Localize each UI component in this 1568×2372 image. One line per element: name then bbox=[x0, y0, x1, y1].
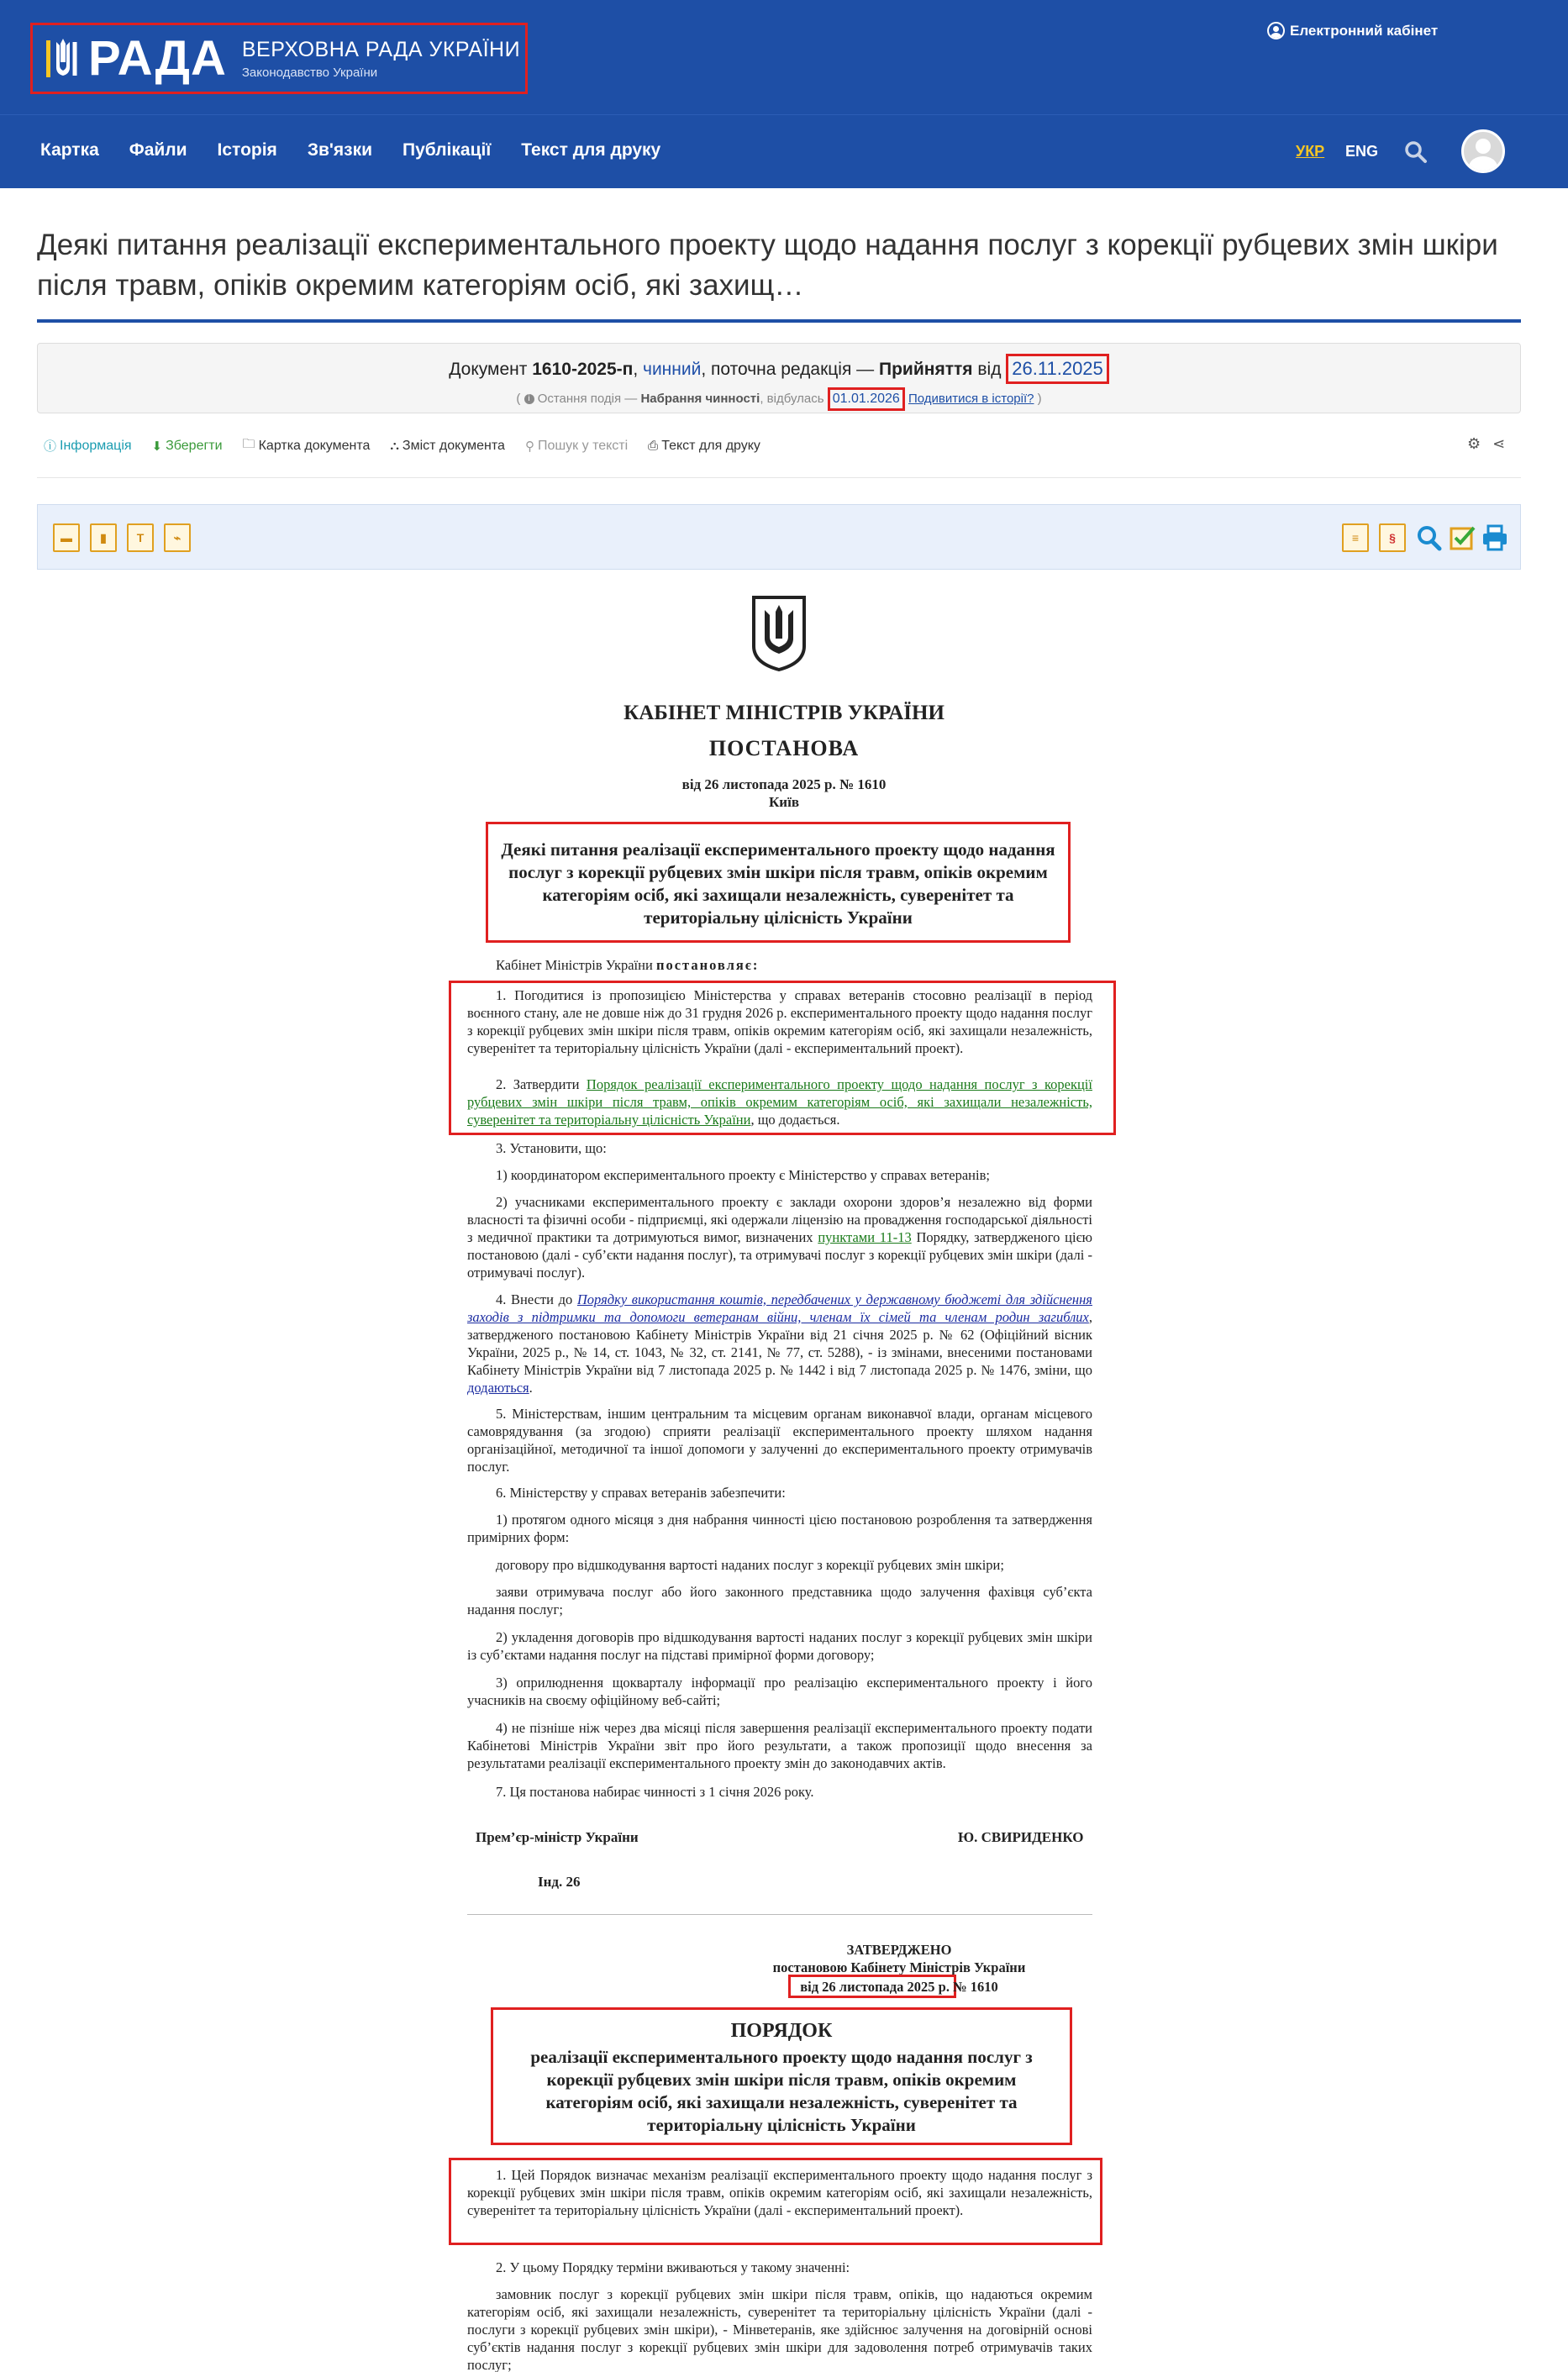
document-list-icon[interactable]: ≡ bbox=[1342, 523, 1369, 552]
signatory-name: Ю. СВИРИДЕНКО bbox=[958, 1829, 1084, 1845]
sitemap-icon: ⛬ bbox=[390, 439, 399, 453]
paragraph-6-1-text: 1) протягом одного місяця з дня набрання чинності цією постановою розроблення та затвердження примірних форм: bbox=[467, 1512, 1092, 1545]
paragraph-3-1-text: 1) координатором експериментального проекту є Міністерство у справах ветеранів; bbox=[496, 1167, 990, 1183]
paragraph-6 bbox=[467, 1484, 1092, 1502]
document-card-button[interactable] bbox=[243, 435, 371, 456]
search-document-icon[interactable] bbox=[1416, 523, 1443, 552]
approved-date: від 26 листопада 2025 р. № 1610 bbox=[800, 1979, 998, 1995]
paragraph-4-prefix: 4. Внести до bbox=[496, 1291, 577, 1307]
cabinet-name: КАБІНЕТ МІНІСТРІВ УКРАЇНИ bbox=[624, 702, 944, 724]
user-icon bbox=[1267, 22, 1285, 39]
coat-of-arms-icon bbox=[751, 595, 807, 672]
intro-resolves: постановляє: bbox=[655, 957, 760, 973]
contents-button[interactable] bbox=[390, 439, 505, 454]
search-icon[interactable] bbox=[1404, 140, 1428, 164]
paragraph-6-1a bbox=[467, 1556, 1092, 1574]
intro-paragraph bbox=[467, 956, 1092, 974]
section-divider bbox=[467, 1914, 1092, 1915]
paragraph-3-text: 3. Установити, що: bbox=[496, 1140, 607, 1156]
paragraph-6-1a-text: договору про відшкодування вартості наданих послуг з корекції рубцевих змін шкіри; bbox=[496, 1557, 1004, 1573]
paragraph-3-2 bbox=[467, 1193, 1092, 1281]
paragraph-3-2-prefix: 2) учасниками експериментального проекту є заклади охорони здоров’я незалежно від форми власності та фізичні особи - підприємці, які одержали ліцензію на провадження господарської діяльності з медичної практики та дотримуються вимог, визначених bbox=[467, 1194, 1092, 1245]
print-icon[interactable] bbox=[1481, 523, 1508, 552]
main-nav bbox=[0, 114, 1568, 188]
adoption-date[interactable]: 26.11.2025 bbox=[1006, 354, 1108, 384]
printer-icon: ⎙ bbox=[648, 439, 659, 453]
paragraph-3-1 bbox=[467, 1166, 1092, 1184]
document-status-panel bbox=[37, 343, 1521, 413]
page-title: Деякі питання реалізації експериментального проекту щодо надання послуг з корекції рубцевих змін шкіри після травм, опіків окремим категоріям осіб, які захищ… bbox=[37, 229, 1498, 302]
brand-title: ВЕРХОВНА РАДА УКРАЇНИ bbox=[241, 37, 521, 61]
folder-icon: 🗀 bbox=[242, 437, 255, 451]
info-tab-label: Інформація bbox=[60, 438, 132, 453]
paragraph-6-1b-text: заяви отримувача послуг або його законного представника щодо залучення фахівця суб’єкта надання послуг; bbox=[467, 1584, 1092, 1617]
paragraph-1-text: 1. Погодитися із пропозицією Міністерства у справах ветеранів стосовно реалізації в період воєнного стану, але не довше ніж до 31 грудня 2026 р. експериментального проекту щодо надання послуг з корекції рубцевих змін шкіри після травм, опіків окремим категоріям осіб, які захищали незалежність, суверенітет та територіальну цілісність України (далі - експериментальний проект). bbox=[467, 987, 1092, 1056]
paragraph-7-text: 7. Ця постанова набирає чинності з 1 січня 2026 року. bbox=[496, 1784, 814, 1800]
title-underline bbox=[37, 319, 1521, 323]
funds-order-link[interactable]: Порядку використання коштів, передбачених у державному бюджеті для здійснення заходів з підтримки та допомоги ветеранам війни, членам їх сімей та членам родин загиблих bbox=[467, 1291, 1092, 1325]
paragraph-6-2 bbox=[467, 1628, 1092, 1664]
decree-heading: ПОСТАНОВА bbox=[708, 736, 860, 760]
nav-items bbox=[40, 140, 691, 160]
contents-label: Зміст документа bbox=[402, 438, 505, 453]
items-link[interactable]: пунктами 11-13 bbox=[818, 1229, 912, 1245]
settings-icon[interactable]: ⚙ bbox=[1467, 435, 1481, 452]
document-stamp-icon[interactable]: ▬ bbox=[53, 523, 80, 552]
paragraph-6-4 bbox=[467, 1719, 1092, 1772]
lang-eng-link[interactable]: ENG bbox=[1345, 143, 1379, 160]
paragraph-5-text: 5. Міністерствам, іншим центральним та місцевим органам виконавчої влади, органам місцевого самоврядування (за згодою) сприяти реалізації експериментального проекту шляхом надання організаційної, методичної та іншої допомоги у залученні до експериментального проекту отримувачів послуг. bbox=[467, 1406, 1092, 1475]
nav-item-card[interactable]: Картка bbox=[40, 140, 99, 160]
nav-item-history[interactable]: Історія bbox=[217, 140, 277, 160]
info-circle-icon: ⓘ bbox=[44, 439, 57, 454]
order-paragraph-1-text: 1. Цей Порядок визначає механізм реалізації експериментального проекту щодо надання послуг з корекції рубцевих змін шкіри після травм, опіків окремим категоріям осіб, які захищали незалежність, суверенітет та територіальну цілісність України (далі - експериментальний проект). bbox=[467, 2167, 1092, 2218]
trident-logo-icon bbox=[45, 37, 82, 81]
status-line-main: Документ 1610-2025-п, чинний, поточна редакція — Прийняття від 26.11.2025 bbox=[38, 354, 1520, 384]
print-text-button[interactable] bbox=[648, 439, 760, 454]
event-date[interactable]: 01.01.2026 bbox=[828, 387, 905, 411]
order-paragraph-2-1-text: замовник послуг з корекції рубцевих змін шкіри після травм, опіків, що надаються окремим категоріям осіб, які захищали незалежність, суверенітет та територіальну цілісність України (далі - послуги з корекції рубцевих змін шкіри), - Мінветеранів, яке здійснює залучення на договірній основі суб’єктів надання послуг з корекції рубцевих змін шкіри для задоволення потреб отримувачів таких послуг; bbox=[467, 2286, 1092, 2372]
search-in-text-button[interactable] bbox=[525, 439, 628, 454]
brand-tagline: Законодавство України bbox=[241, 65, 378, 80]
decree-title: Деякі питання реалізації експериментального проекту щодо надання послуг з корекції рубцевих змін шкіри після травм, опіків окремим категоріям осіб, які захищали незалежність, суверенітет та територіальну цілісність України bbox=[501, 839, 1055, 928]
paragraph-6-2-text: 2) укладення договорів про відшкодування вартості наданих послуг з корекції рубцевих змін шкіри із суб’єктами надання послуг на підставі примірної форми договору; bbox=[467, 1629, 1092, 1663]
text-icon[interactable]: T bbox=[127, 523, 154, 552]
approved-label: ЗАТВЕРДЖЕНО bbox=[846, 1942, 952, 1958]
lang-ukr-link[interactable]: УКР bbox=[1296, 143, 1325, 160]
decree-date: від 26 листопада 2025 р. № 1610 bbox=[681, 776, 887, 792]
paragraph-3 bbox=[467, 1139, 1092, 1157]
site-logo[interactable] bbox=[30, 23, 528, 94]
order-paragraph-2-text: 2. У цьому Порядку терміни вживаються у такому значенні: bbox=[496, 2259, 850, 2275]
save-label: Зберегти bbox=[166, 438, 223, 453]
edition-text: , поточна редакція — bbox=[701, 360, 875, 379]
paragraph-6-3-text: 3) оприлюднення щокварталу інформації про реалізацію експериментального проекту і його учасників на своєму офіційному веб-сайті; bbox=[467, 1675, 1092, 1708]
paragraph-1 bbox=[467, 986, 1092, 1057]
paragraph-icon[interactable]: § bbox=[1379, 523, 1406, 552]
site-header bbox=[0, 0, 1568, 114]
info-icon: i bbox=[524, 394, 534, 404]
amendments-link[interactable]: додаються bbox=[467, 1380, 529, 1396]
document-toolbar bbox=[44, 435, 781, 456]
paragraph-5 bbox=[467, 1405, 1092, 1475]
paragraph-6-1 bbox=[467, 1511, 1092, 1546]
history-link[interactable]: Подивитися в історії? bbox=[908, 392, 1034, 406]
paragraph-4-end: . bbox=[529, 1380, 533, 1396]
doc-status-badge[interactable]: чинний bbox=[643, 360, 702, 379]
paragraph-6-1b bbox=[467, 1583, 1092, 1618]
user-avatar[interactable] bbox=[1461, 129, 1505, 173]
electronic-cabinet-link[interactable] bbox=[1267, 22, 1438, 39]
document-card-label: Картка документа bbox=[258, 438, 371, 453]
intro-text: Кабінет Міністрів України bbox=[496, 957, 656, 973]
download-icon: ⬇ bbox=[151, 439, 163, 454]
paragraph-6-3 bbox=[467, 1674, 1092, 1709]
order-title: реалізації експериментального проекту щодо надання послуг з корекції рубцевих змін шкіри після травм, опіків окремим категоріям осіб, які захищали незалежність, суверенітет та територіальну цілісність України bbox=[530, 2047, 1033, 2135]
electronic-cabinet-label: Електронний кабінет bbox=[1290, 22, 1439, 39]
brand-subtitle-group bbox=[242, 38, 520, 80]
from-label: від bbox=[977, 360, 1002, 379]
print-text-label: Текст для друку bbox=[661, 438, 760, 453]
link-icon[interactable]: ⌁ bbox=[164, 523, 191, 552]
order-heading: ПОРЯДОК bbox=[730, 2020, 833, 2042]
decree-city: Київ bbox=[768, 794, 800, 810]
document-body bbox=[0, 588, 1568, 2372]
last-event-label: Остання подія — bbox=[537, 392, 638, 406]
paragraph-3-2-suffix: Порядку, затвердженого цією постановою (далі - суб’єкти надання послуг), та отримувачі послуг з корекції рубцевих змін шкіри (далі - отримувачі послуг). bbox=[467, 1229, 1092, 1281]
status-line-event: ( i Остання подія — Набрання чинності, відбулась 01.01.2026 Подивитися в історії? ) bbox=[38, 387, 1520, 411]
document-index: Інд. 26 bbox=[538, 1874, 581, 1890]
paragraph-2-suffix: , що додається. bbox=[750, 1112, 840, 1128]
order-link[interactable]: Порядок реалізації експериментального проекту щодо надання послуг з корекції рубцевих змін шкіри після травм, опіків окремим категоріям осіб, які захищали незалежність, суверенітет та територіальну цілісність України bbox=[467, 1076, 1092, 1128]
nav-item-print-text[interactable]: Текст для друку bbox=[521, 140, 661, 160]
nav-item-links[interactable]: Зв'язки bbox=[307, 140, 372, 160]
info-tab[interactable] bbox=[44, 437, 132, 455]
approved-by: постановою Кабінету Міністрів України bbox=[772, 1959, 1026, 1975]
toolbar-right bbox=[1455, 435, 1505, 453]
signatory-title: Прем’єр-міністр України bbox=[476, 1829, 639, 1845]
paragraph-6-text: 6. Міністерству у справах ветеранів забезпечити: bbox=[496, 1485, 786, 1501]
paragraph-4-body: , затвердженого постановою Кабінету Міністрів України від 21 січня 2025 р. № 62 (Офіційний вісник України, 2025 р., № 14, ст. 1043, № 32, ст. 2141, № 77, ст. 5288), - із змінами, внесеними постановами Кабінету Міністрів України від 7 листопада 2025 р. № 1442 і від 7 листопада 2025 р. № 1476, зміни, що bbox=[467, 1309, 1092, 1378]
toolbar-divider bbox=[37, 477, 1521, 478]
document-icon-bar bbox=[37, 504, 1521, 570]
magnifier-icon: ⚲ bbox=[524, 439, 534, 454]
occurred-label: , відбулась bbox=[760, 392, 824, 406]
order-paragraph-2-1 bbox=[467, 2285, 1092, 2372]
doc-number: 1610-2025-п bbox=[532, 360, 634, 379]
nav-item-publications[interactable]: Публікації bbox=[402, 140, 492, 160]
bookmark-icon[interactable]: ▮ bbox=[90, 523, 117, 552]
save-button[interactable] bbox=[152, 439, 223, 454]
adoption-label: Прийняття bbox=[879, 360, 973, 379]
brand-name: РАДА bbox=[88, 30, 227, 86]
checklist-icon[interactable] bbox=[1450, 523, 1476, 552]
paragraph-7 bbox=[467, 1783, 1092, 1801]
order-paragraph-2 bbox=[467, 2259, 1092, 2276]
nav-item-files[interactable]: Файли bbox=[129, 140, 187, 160]
paragraph-4 bbox=[467, 1291, 1092, 1396]
paragraph-2 bbox=[467, 1076, 1092, 1128]
order-paragraph-1 bbox=[467, 2166, 1092, 2219]
doc-prefix: Документ bbox=[449, 360, 528, 379]
search-in-text-label: Пошук у тексті bbox=[537, 438, 629, 453]
paragraph-2-prefix: 2. Затвердити bbox=[496, 1076, 587, 1092]
last-event-name: Набрання чинності bbox=[640, 392, 760, 406]
share-icon[interactable]: ⋖ bbox=[1492, 435, 1506, 452]
paragraph-6-4-text: 4) не пізніше ніж через два місяці після завершення реалізації експериментального проекту подати Кабінетові Міністрів України звіт про його результати, а також пропозиції щодо внесення за результатами реалізації експериментального проекту змін до законодавчих актів. bbox=[467, 1720, 1092, 1771]
